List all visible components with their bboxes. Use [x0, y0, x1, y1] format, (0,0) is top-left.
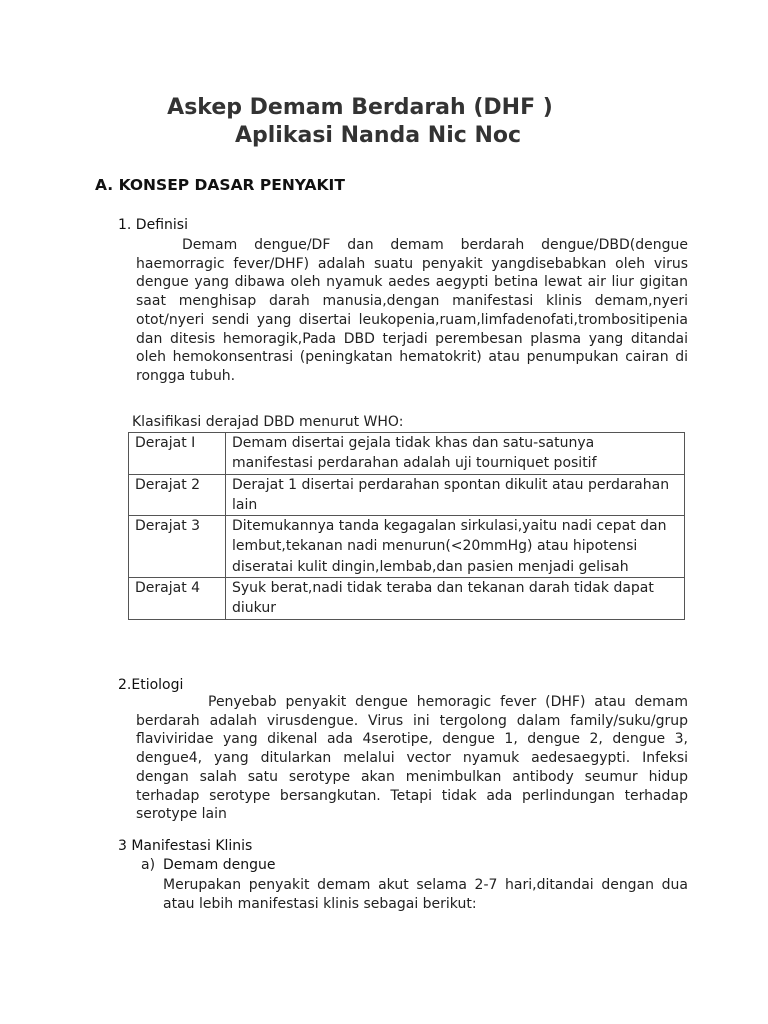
klasifikasi-table	[128, 432, 685, 620]
grade-description-cell: Derajat 1 disertai perdarahan spontan dikulit atau perdarahan lain	[226, 474, 685, 516]
table-row	[129, 578, 685, 620]
etiologi-text: Penyebab penyakit dengue hemoragic fever (DHF) atau demam berdarah adalah virusdengue. Virus ini tergolong dalam family/suku/grup flaviviridae yang dikenal ada 4serotipe, dengue 1, dengue 2, dengue 3, dengue4, yang ditularkan melalui vector nyamuk aedesaegypti. Infeksi dengan salah satu serotype akan menimbulkan antibody seumur hidup terhadap serotype bersangkutan. Tetapi tidak ada perlindungan terhadap serotype lain	[136, 694, 688, 823]
etiologi-paragraph	[136, 693, 688, 824]
grade-cell: Derajat 3	[129, 516, 226, 578]
grade-cell: Derajat I	[129, 433, 226, 475]
table-row	[129, 516, 685, 578]
document-title-line2: Aplikasi Nanda Nic Noc	[234, 123, 522, 148]
grade-description-cell: Demam disertai gejala tidak khas dan satu-satunya manifestasi perdarahan adalah uji tourniquet positif	[226, 433, 685, 475]
table-row	[129, 433, 685, 475]
manifestasi-heading: 3 Manifestasi Klinis	[118, 838, 253, 854]
grade-cell: Derajat 4	[129, 578, 226, 620]
list-marker-a: a)	[141, 857, 156, 873]
etiologi-heading: 2.Etiologi	[118, 677, 184, 693]
grade-description-cell: Ditemukannya tanda kegagalan sirkulasi,yaitu nadi cepat dan lembut,tekanan nadi menurun(<20mmHg) atau hipotensi diseratai kulit dingin,lembab,dan pasien menjadi gelisah	[226, 516, 685, 578]
manifestasi-item-a-text: Merupakan penyakit demam akut selama 2-7 hari,ditandai dengan dua atau lebih manifestasi klinis sebagai berikut:	[163, 877, 688, 912]
section-heading-konsep: A. KONSEP DASAR PENYAKIT	[95, 176, 345, 194]
definisi-text: Demam dengue/DF dan demam berdarah dengue/DBD(dengue haemorragic fever/DHF) adalah suatu penyakit yangdisebabkan oleh virus dengue yang dibawa oleh nyamuk aedes aegypti betina lewat air liur gigitan saat menghisap darah manusia,dengan manifestasi klinis demam,nyeri otot/nyeri sendi yang disertai leukopenia,ruam,limfadenofati,trombositipenia dan ditesis hemoragik,Pada DBD terjadi perembesan plasma yang ditandai oleh hemokonsentrasi (peningkatan hematokrit) atau penumpukan cairan di rongga tubuh.	[136, 237, 688, 384]
table-row	[129, 474, 685, 516]
klasifikasi-caption: Klasifikasi derajad DBD menurut WHO:	[132, 414, 404, 430]
definisi-heading: 1. Definisi	[118, 217, 188, 233]
grade-cell: Derajat 2	[129, 474, 226, 516]
grade-description-cell: Syuk berat,nadi tidak teraba dan tekanan darah tidak dapat diukur	[226, 578, 685, 620]
manifestasi-item-a-label: Demam dengue	[163, 857, 276, 873]
definisi-paragraph	[136, 236, 688, 386]
document-title-line1: Askep Demam Berdarah (DHF )	[167, 95, 553, 120]
